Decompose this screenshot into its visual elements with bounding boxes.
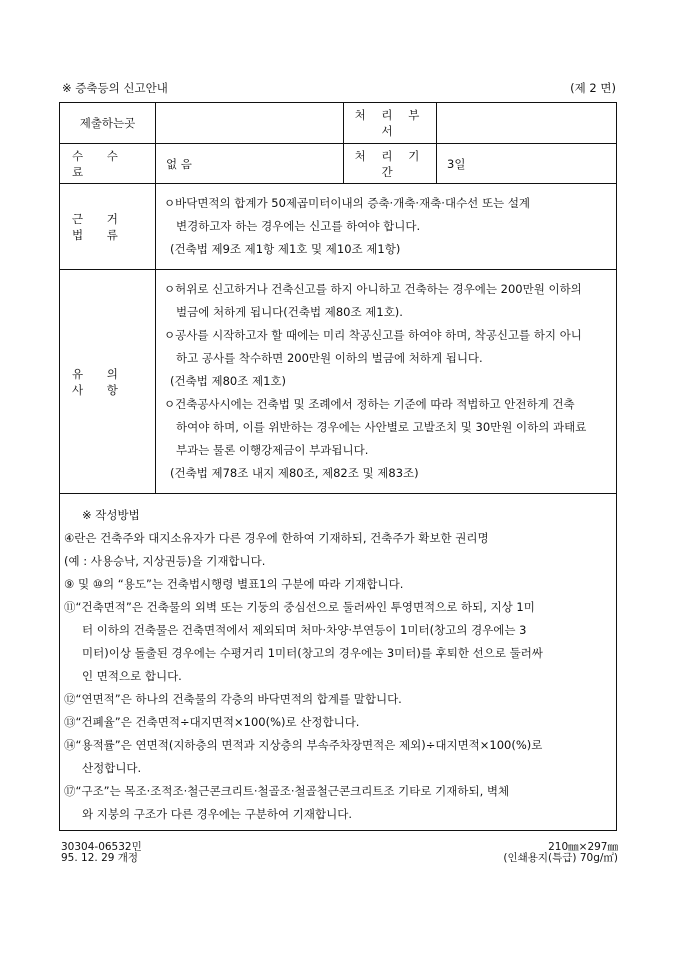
guide-line: (예 : 사용승낙, 지상권등)을 기재합니다. (64, 554, 266, 568)
notes-line: ㅇ허위로 신고하거나 건축신고를 하지 아니하고 건축하는 경우에는 200만원 이하의 (164, 282, 582, 296)
notes-reference: (건축법 제80조 제1호) (170, 374, 286, 388)
guide-line: ⑪“건축면적”은 건축물의 외벽 또는 기둥의 중심선으로 둘러싸인 투영면적으로 하되, 지상 1미 (64, 600, 535, 614)
guide-line: ⑫“연면적”은 하나의 건축물의 각층의 바닥면적의 합계를 말합니다. (64, 692, 402, 706)
submit-to-label: 제출하는곳 (60, 103, 156, 144)
table-row (60, 184, 617, 270)
fee-label: 수 수 료 (60, 144, 156, 184)
form-header (62, 80, 616, 96)
processing-period-label: 처 리 기 간 (344, 144, 437, 184)
guide-line: ④란은 건축주와 대지소유자가 다른 경우에 한하여 기재하되, 건축주가 확보한 권리명 (64, 531, 489, 545)
notes-line: 벌금에 처하게 됩니다(건축법 제80조 제1호). (176, 305, 403, 319)
page-number: (제 2 면) (570, 81, 616, 95)
report-guide-table (59, 102, 617, 831)
notes-line: 하고 공사를 착수하면 200만원 이하의 벌금에 처하게 됩니다. (176, 351, 483, 365)
notes-line: 부과는 물론 이행강제금이 부과됩니다. (176, 443, 369, 457)
legal-line: ㅇ바닥면적의 합계가 50제곱미터이내의 증축·개축·재축·대수선 또는 설계 (164, 196, 531, 210)
form-title: ※ 증축등의 신고안내 (62, 81, 168, 95)
notes-line: 하여야 하며, 이를 위반하는 경우에는 사안별로 고발조치 및 30만원 이하의 과태료 (176, 420, 587, 434)
notes-line: ㅇ건축공사시에는 건축법 및 조례에서 정하는 기준에 따라 적법하고 안전하게 건축 (164, 397, 575, 411)
processing-dept-label: 처 리 부 서 (344, 103, 437, 144)
guide-line: ⑭“용적률”은 연면적(지하층의 면적과 지상층의 부속주차장면적은 제외)÷대지면적×100(%)로 (64, 738, 543, 752)
revision-date: 95. 12. 29 개정 (61, 852, 139, 864)
writing-guide (60, 494, 617, 831)
paper-size: 210㎜×297㎜ (548, 841, 618, 853)
notes-reference: (건축법 제78조 내지 제80조, 제82조 및 제83조) (170, 466, 419, 480)
guide-line: ⑬“건폐율”은 건축면적÷대지면적×100(%)로 산정합니다. (64, 715, 360, 729)
table-row (60, 494, 617, 831)
guide-line: ⑰“구조”는 목조·조적조·철근콘크리트·철골조·철골철근콘크리트조 기타로 기재하되, 벽체 (64, 784, 510, 798)
paper-type: (인쇄용지(특급) 70g/㎡) (503, 852, 618, 864)
legal-basis-content (156, 184, 617, 270)
form-footer-left (61, 842, 142, 864)
guide-line: 터 이하의 건축물은 건축면적에서 제외되며 처마·차양·부연등이 1미터(창고의 경우에는 3 (82, 623, 527, 637)
guide-line: 와 지붕의 구조가 다른 경우에는 구분하여 기재합니다. (82, 807, 352, 821)
legal-reference: (건축법 제9조 제1항 제1호 및 제10조 제1항) (170, 242, 401, 256)
processing-dept-value (437, 103, 617, 144)
legal-line: 변경하고자 하는 경우에는 신고를 하여야 합니다. (176, 219, 421, 233)
legal-basis-label: 근 거 법 류 (60, 184, 156, 270)
table-row (60, 144, 617, 184)
guide-line: 산정합니다. (82, 761, 142, 775)
processing-period-value: 3일 (437, 144, 617, 184)
notes-content (156, 270, 617, 494)
guide-line: 미터)이상 돌출된 경우에는 수평거리 1미터(창고의 경우에는 3미터)를 후퇴한 선으로 둘러싸 (82, 646, 543, 660)
submit-to-value (156, 103, 344, 144)
guide-line: 인 면적으로 합니다. (82, 669, 182, 683)
form-code: 30304-06532민 (61, 841, 142, 853)
form-footer-right (503, 842, 618, 864)
notes-label: 유 의 사 항 (60, 270, 156, 494)
guide-line: ⑨ 및 ⑩의 “용도”는 건축법시행령 별표1의 구분에 따라 기재합니다. (64, 577, 404, 591)
notes-line: ㅇ공사를 시작하고자 할 때에는 미리 착공신고를 하여야 하며, 착공신고를 하지 아니 (164, 328, 582, 342)
guide-title: ※ 작성방법 (82, 508, 140, 522)
table-row (60, 270, 617, 494)
table-row (60, 103, 617, 144)
fee-value: 없 음 (156, 144, 344, 184)
